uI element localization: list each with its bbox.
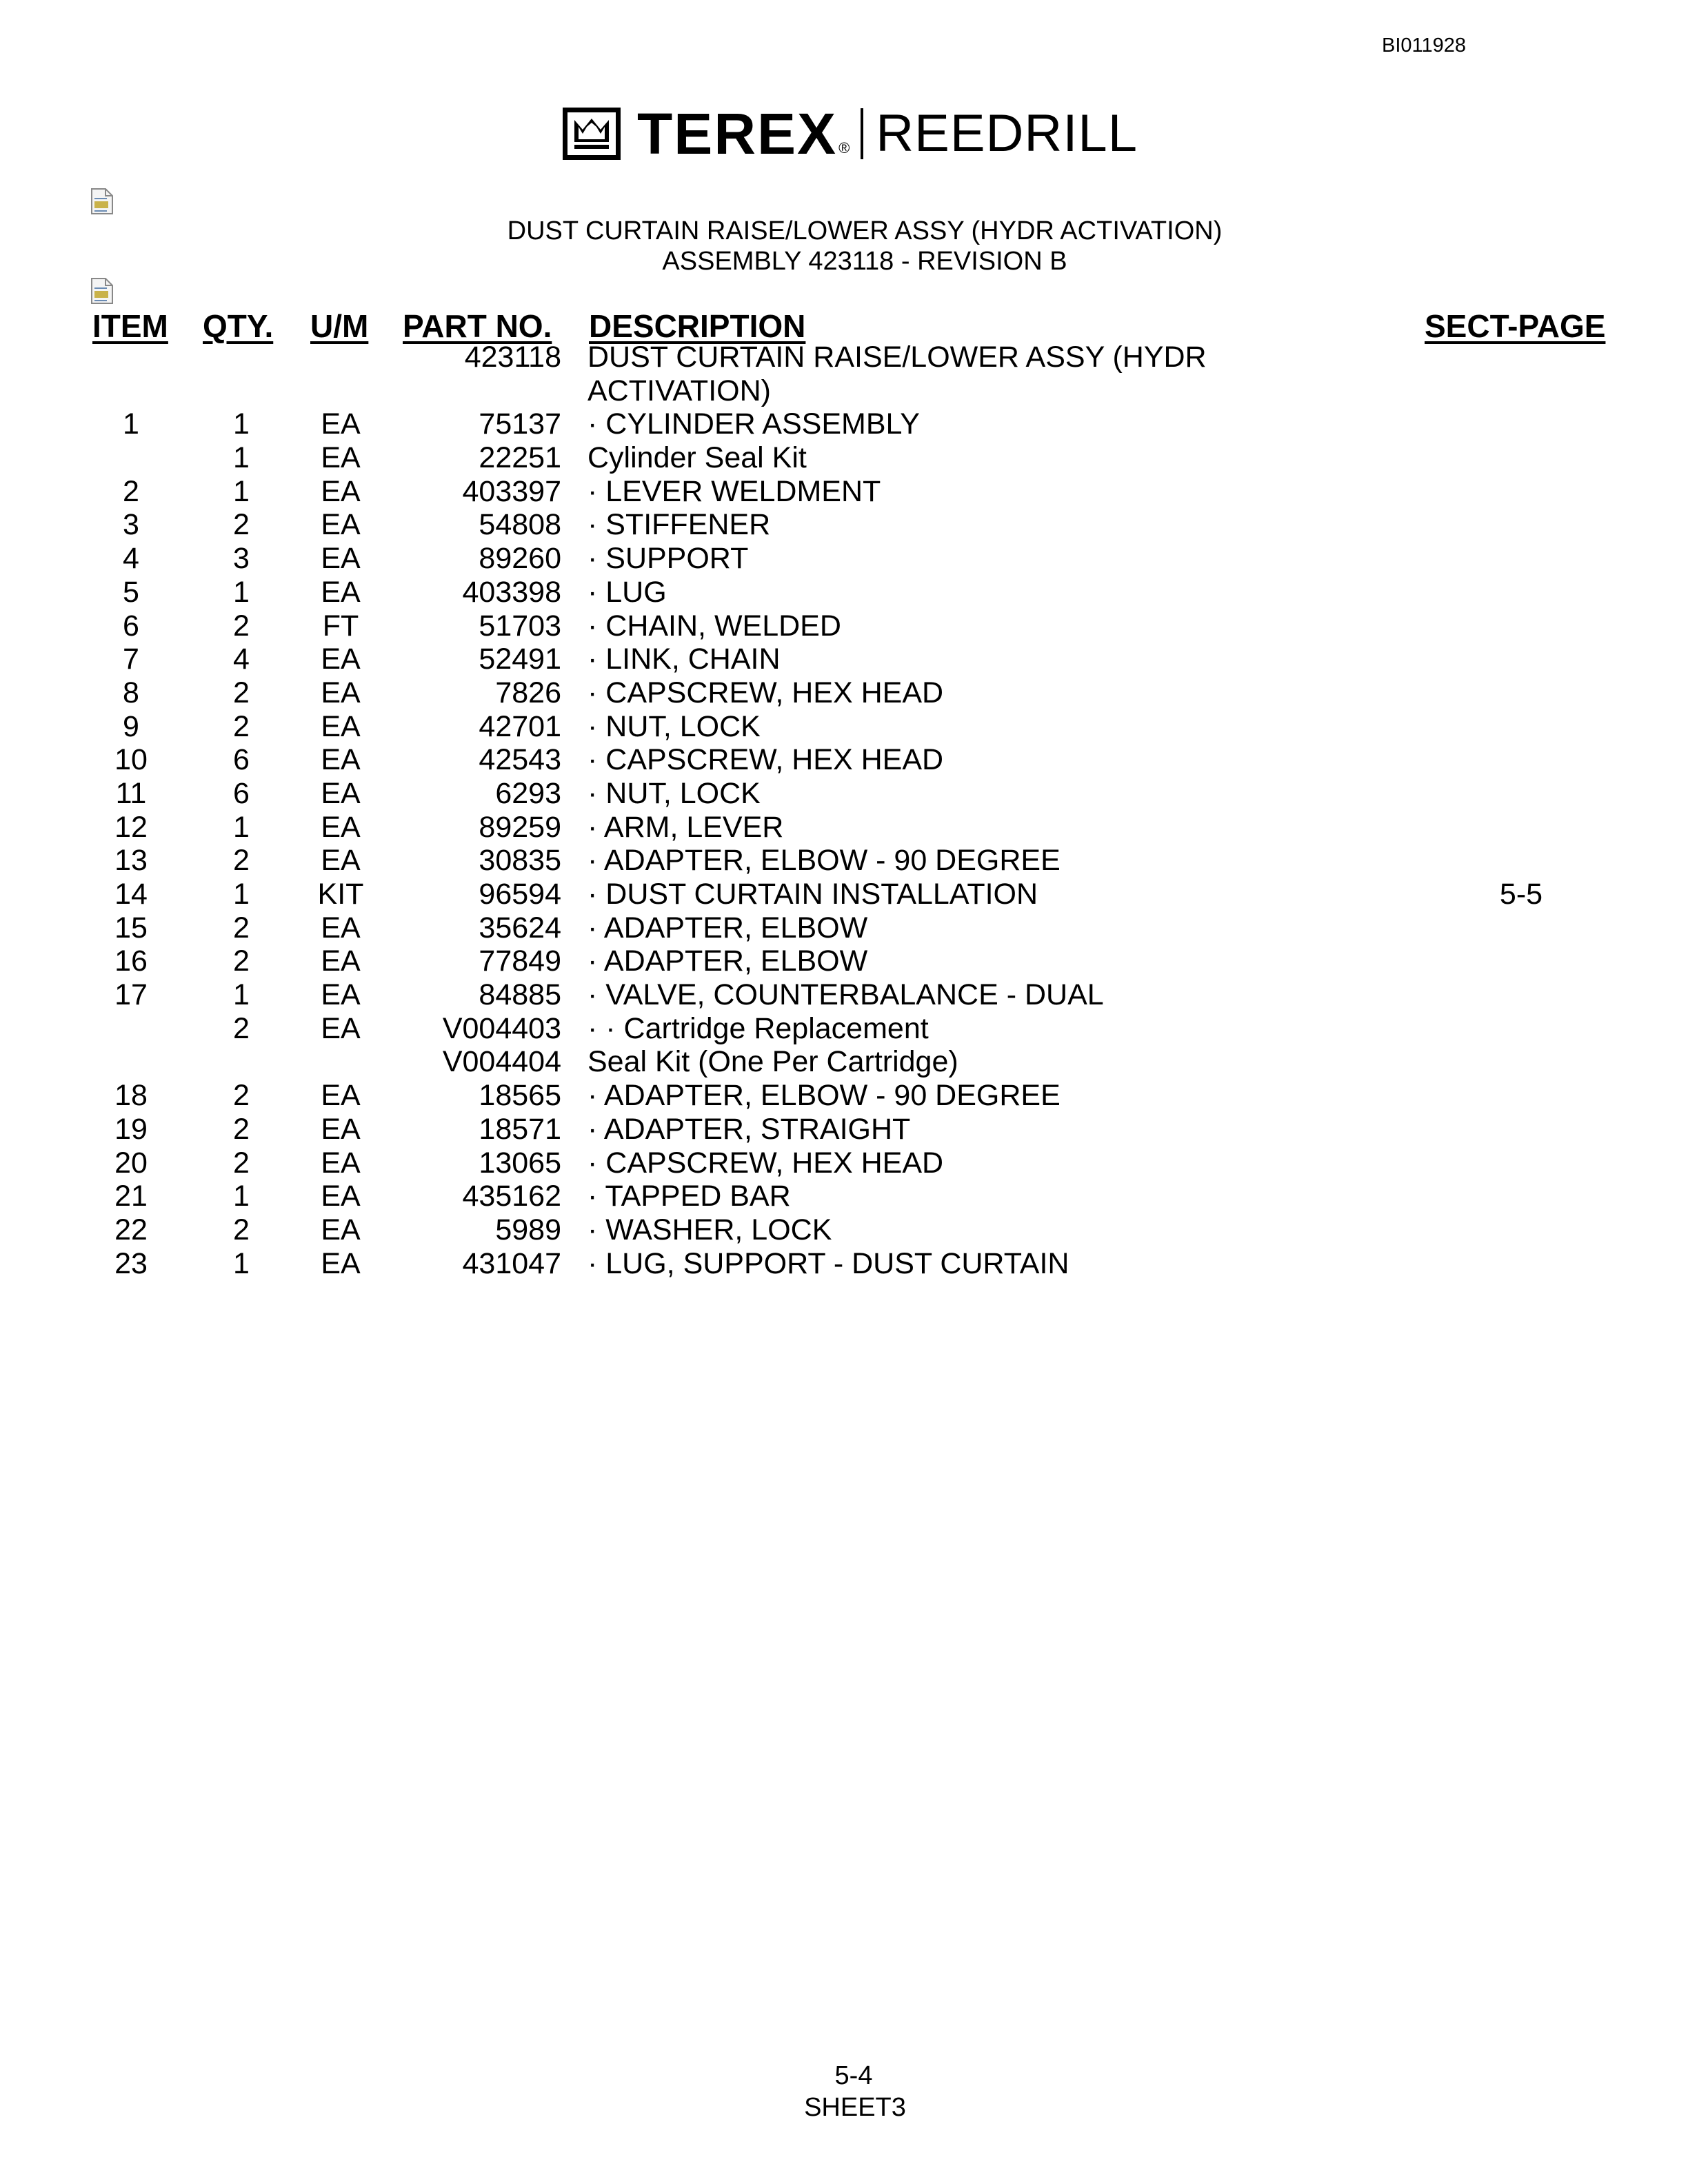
part-number: V004403 [442,1011,561,1045]
item-number: 6 [123,609,139,643]
quantity: 1 [233,575,250,609]
part-description: · · Cartridge Replacement [587,1011,929,1045]
unit-of-measure: EA [321,575,361,609]
table-row [0,1146,1688,1180]
part-number: 42701 [479,709,561,743]
item-number: 3 [123,508,139,542]
part-number: 423118 [464,341,561,374]
item-number: 1 [123,407,139,441]
part-description: · ADAPTER, ELBOW [587,944,868,978]
unit-of-measure: FT [322,609,359,643]
part-number: 18565 [479,1079,561,1113]
item-number: 2 [123,474,139,508]
terex-reedrill-logo [563,101,1138,166]
table-row [0,1113,1688,1146]
logo-brand-text: TEREX [637,101,838,166]
quantity: 2 [233,1112,250,1146]
quantity: 2 [233,1079,250,1113]
quantity: 1 [233,441,250,475]
linked-document-icon[interactable] [90,188,114,215]
item-number: 12 [114,810,148,844]
part-number: 13065 [479,1146,561,1180]
unit-of-measure: KIT [317,878,364,911]
quantity: 2 [233,1146,250,1180]
item-number: 13 [114,844,148,878]
quantity: 2 [233,676,250,709]
quantity: 6 [233,776,250,810]
item-number: 19 [114,1112,148,1146]
table-row [0,508,1688,542]
column-header-description: DESCRIPTION [589,308,806,344]
part-number: 96594 [479,878,561,911]
part-number: 18571 [479,1112,561,1146]
unit-of-measure: EA [321,474,361,508]
part-description: · STIFFENER [587,508,771,542]
section-page[interactable]: 5-5 [1499,878,1543,911]
table-row [0,341,1688,374]
part-description: · ADAPTER, STRAIGHT [587,1112,911,1146]
unit-of-measure: EA [321,911,361,944]
logo-division-text: REEDRILL [876,104,1138,163]
part-description: · NUT, LOCK [587,776,761,810]
item-number: 8 [123,676,139,709]
registered-mark: ® [838,139,850,156]
quantity: 1 [233,407,250,441]
part-description: DUST CURTAIN RAISE/LOWER ASSY (HYDR [587,341,1207,374]
part-number: 435162 [462,1180,561,1213]
unit-of-measure: EA [321,441,361,475]
table-row [0,1247,1688,1281]
unit-of-measure: EA [321,743,361,777]
unit-of-measure: EA [321,1112,361,1146]
part-description: · LINK, CHAIN [587,643,781,676]
part-description: · LUG [587,575,667,609]
table-row [0,609,1688,643]
part-number: 75137 [479,407,561,441]
part-number: 403398 [462,575,561,609]
unit-of-measure: EA [321,1180,361,1213]
part-number: 42543 [479,743,561,777]
part-description: · ADAPTER, ELBOW - 90 DEGREE [587,1079,1061,1113]
quantity: 6 [233,743,250,777]
table-row [0,643,1688,676]
part-description: · NUT, LOCK [587,709,761,743]
part-description: · CAPSCREW, HEX HEAD [587,743,944,777]
sheet-label: SHEET3 [804,2093,906,2122]
part-number: 30835 [479,844,561,878]
unit-of-measure: EA [321,944,361,978]
table-row [0,944,1688,978]
part-description: · LUG, SUPPORT - DUST CURTAIN [587,1246,1069,1280]
quantity: 4 [233,643,250,676]
quantity: 1 [233,1246,250,1280]
quantity: 1 [233,978,250,1012]
item-number: 22 [114,1213,148,1246]
part-number: 5989 [495,1213,561,1246]
unit-of-measure: EA [321,810,361,844]
part-number: 431047 [462,1246,561,1280]
part-description: Cylinder Seal Kit [587,441,807,475]
assembly-title: DUST CURTAIN RAISE/LOWER ASSY (HYDR ACTIVATION) [507,216,1223,245]
part-description: · ARM, LEVER [587,810,784,844]
table-row [0,475,1688,509]
quantity: 1 [233,1180,250,1213]
unit-of-measure: EA [321,1213,361,1246]
unit-of-measure: EA [321,776,361,810]
unit-of-measure: EA [321,978,361,1012]
table-row [0,576,1688,609]
quantity: 2 [233,1213,250,1246]
unit-of-measure: EA [321,1079,361,1113]
table-row [0,911,1688,945]
logo-divider [861,108,863,159]
linked-document-icon[interactable] [90,277,114,305]
table-row [0,1012,1688,1046]
part-number: 52491 [479,643,561,676]
quantity: 1 [233,878,250,911]
part-description: · CYLINDER ASSEMBLY [587,407,920,441]
unit-of-measure: EA [321,676,361,709]
part-description: · WASHER, LOCK [587,1213,832,1246]
table-row [0,407,1688,441]
part-number: 35624 [479,911,561,944]
table-row [0,441,1688,475]
item-number: 10 [114,743,148,777]
item-number: 17 [114,978,148,1012]
quantity: 2 [233,944,250,978]
table-row [0,811,1688,845]
table-row [0,542,1688,576]
table-row [0,878,1688,911]
item-number: 7 [123,643,139,676]
table-row [0,1180,1688,1213]
item-number: 14 [114,878,148,911]
item-number: 4 [123,542,139,576]
column-header-sect-page: SECT-PAGE [1425,308,1606,344]
quantity: 3 [233,542,250,576]
item-number: 16 [114,944,148,978]
table-row [0,710,1688,744]
part-number: 84885 [479,978,561,1012]
unit-of-measure: EA [321,542,361,576]
part-description: · ADAPTER, ELBOW [587,911,868,944]
table-row [0,1045,1688,1079]
part-number: 89260 [479,542,561,576]
quantity: 2 [233,709,250,743]
part-number: 77849 [479,944,561,978]
part-description: · CHAIN, WELDED [587,609,841,643]
unit-of-measure: EA [321,643,361,676]
part-description: · DUST CURTAIN INSTALLATION [587,878,1038,911]
table-row [0,676,1688,710]
part-number: 403397 [462,474,561,508]
assembly-revision: ASSEMBLY 423118 - REVISION B [662,247,1067,276]
table-row [0,1213,1688,1247]
quantity: 2 [233,844,250,878]
part-description: · SUPPORT [587,542,749,576]
column-header-part-no: PART NO. [403,308,552,344]
quantity: 2 [233,911,250,944]
part-description: · VALVE, COUNTERBALANCE - DUAL [587,978,1104,1012]
quantity: 2 [233,609,250,643]
item-number: 18 [114,1079,148,1113]
part-number: 54808 [479,508,561,542]
page-number: 5-4 [834,2061,873,2090]
quantity: 2 [233,508,250,542]
quantity: 1 [233,474,250,508]
part-description: ACTIVATION) [587,374,771,407]
part-number: 6293 [495,776,561,810]
part-number: 51703 [479,609,561,643]
part-number: V004404 [442,1045,561,1079]
quantity: 1 [233,810,250,844]
part-number: 7826 [495,676,561,709]
part-description: · LEVER WELDMENT [587,474,881,508]
document-id: BI011928 [1382,34,1467,57]
table-row [0,374,1688,408]
item-number: 11 [115,776,147,810]
item-number: 5 [123,575,139,609]
table-row [0,743,1688,777]
quantity: 2 [233,1011,250,1045]
item-number: 23 [114,1246,148,1280]
item-number: 21 [114,1180,148,1213]
part-description: · CAPSCREW, HEX HEAD [587,1146,944,1180]
item-number: 9 [123,709,139,743]
part-number: 22251 [479,441,561,475]
part-description: · TAPPED BAR [587,1180,791,1213]
unit-of-measure: EA [321,709,361,743]
part-description: · CAPSCREW, HEX HEAD [587,676,944,709]
part-description: · ADAPTER, ELBOW - 90 DEGREE [587,844,1061,878]
part-description: Seal Kit (One Per Cartridge) [587,1045,958,1079]
table-row [0,978,1688,1012]
part-number: 89259 [479,810,561,844]
table-row [0,844,1688,878]
item-number: 15 [114,911,148,944]
column-header-item: ITEM [92,308,168,344]
unit-of-measure: EA [321,1011,361,1045]
unit-of-measure: EA [321,1246,361,1280]
table-row [0,777,1688,811]
terex-crown-icon [563,108,621,160]
unit-of-measure: EA [321,844,361,878]
parts-list [0,341,1688,1280]
table-row [0,1079,1688,1113]
column-header-um: U/M [310,308,369,344]
unit-of-measure: EA [321,1146,361,1180]
item-number: 20 [114,1146,148,1180]
unit-of-measure: EA [321,508,361,542]
unit-of-measure: EA [321,407,361,441]
column-header-qty: QTY. [203,308,274,344]
